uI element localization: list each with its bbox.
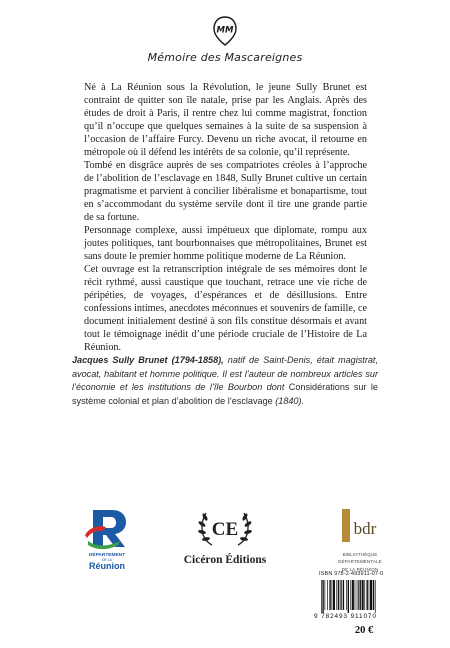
barcode-bar [357,580,358,610]
blurb-paragraph: Cet ouvrage est la retranscription intégrale de ses mémoires dont le récit rythmé, aussi caustique que touchant, retrace une vie riche de péripéties, de voyages, d’espérances et de désillusions. Entre confessions intimes, anecdotes méconnues et souvenirs de famille, ce document initialement destiné à son fils constitue désormais et avant tout le témoignage inédit d’une période cruciale de l’Histoire de La Réunion. [84,264,367,353]
barcode-digit-first: 9 [314,613,319,620]
collection-title: Mémoire des Mascareignes [147,51,303,64]
reunion-logo-line3: Réunion [89,561,125,571]
barcode-bar [338,580,339,610]
barcode-bar [355,580,356,610]
barcode-bar [321,580,322,613]
barcode-bar [370,580,372,610]
departement-reunion-logo [76,505,138,571]
barcode-bar [358,580,359,610]
collection-logo-text: MM [216,25,234,36]
blurb-paragraph: Tombé en disgrâce auprès de ses compatriotes créoles à l’approche de l’abolition de l’esclavage en 1848, Sully Brunet cultive un certain pragmatisme et parvient à concilier libéralisme et bonapartisme, tout en s’accommodant du système servile dont il tire une grande partie de sa fortune. [84,160,367,223]
barcode-bar [336,580,337,610]
author-bio [72,354,378,408]
barcode-bar [343,580,344,610]
barcode-bar [322,580,323,613]
barcode-digits-right: 911070 [350,613,377,620]
barcode-bar [367,580,368,610]
barcode-bar [362,580,364,610]
ciceron-logo-mark: CE [211,519,239,540]
bdr-logo-mark: bdr [353,519,377,538]
barcode-bar [348,580,349,613]
author-name: Jacques Sully Brunet (1794-1858), [72,355,224,365]
barcode-bar [325,580,326,610]
isbn-label: ISBN 978-2-493911-07-0 [319,571,384,577]
barcode-bar [369,580,370,610]
barcode-bar [364,580,365,610]
bdr-logo-caption-1: BIBLIOTHÈQUE [342,552,378,557]
bdr-logo-caption-3: DE LA RÉUNION [341,566,379,572]
back-cover-blurb [84,81,367,354]
price: 20 € [354,625,374,636]
barcode-bar [360,580,361,610]
barcode-bar [329,580,330,610]
blurb-paragraph: Né à La Réunion sous la Révolution, le jeune Sully Brunet est contraint de quitter son île natale, prise par les Anglais. Après des études de droit à Paris, il rentre chez lui comme magistrat, fonction qu’il n’occupe que quelques semaines à la suite de sa suspension à l’occasion de l’affaire Furcy. Devenu un riche avocat, il retourne en métropole où il défend les intérêts de sa colonie, qu’il représente. [84,82,367,158]
barcode-bar [346,580,347,610]
barcode-bar [332,580,333,610]
barcode-bar [350,580,351,610]
blurb-paragraph: Personnage complexe, aussi impétueux que diplomate, rompu aux joutes politiques, tant bourbonnaises que métropolitaines, Brunet est sans doute le premier homme politique moderne de La Réunion. [84,225,367,262]
barcode-bar [373,580,374,610]
author-work-title: Considérations sur le système colonial et plan d’abolition de l’esclavage [72,382,378,406]
ciceron-editions-logo [182,505,268,565]
barcode-digits-left: 782493 [321,613,348,620]
barcode-digits [314,613,404,620]
collection-logo [212,16,238,46]
author-bio-text: natif de Saint-Denis, était magistrat, avocat, habitant et homme politique. Il est l’auteur de nombreux articles sur l’économie et les institutions de l’île Bourbon dont [72,355,378,392]
author-bio-text-end: (1840). [272,395,305,406]
laurel-wreath-icon [182,505,268,549]
reunion-logo-line1: DÉPARTEMENT [88,553,126,558]
barcode-bar [327,580,328,610]
barcode-bar [375,580,376,613]
barcode-bar [341,580,342,610]
reunion-logo-line2: DE LA [102,558,112,562]
barcode-bar [352,580,354,610]
barcode-bars [319,580,401,613]
ciceron-logo-name: Cicéron Éditions [183,554,267,566]
barcode-bar [340,580,341,610]
barcode-bar [333,580,335,610]
bdr-logo-caption-2: DÉPARTEMENTALE [338,559,382,565]
bibliotheque-departementale-logo [330,506,390,570]
